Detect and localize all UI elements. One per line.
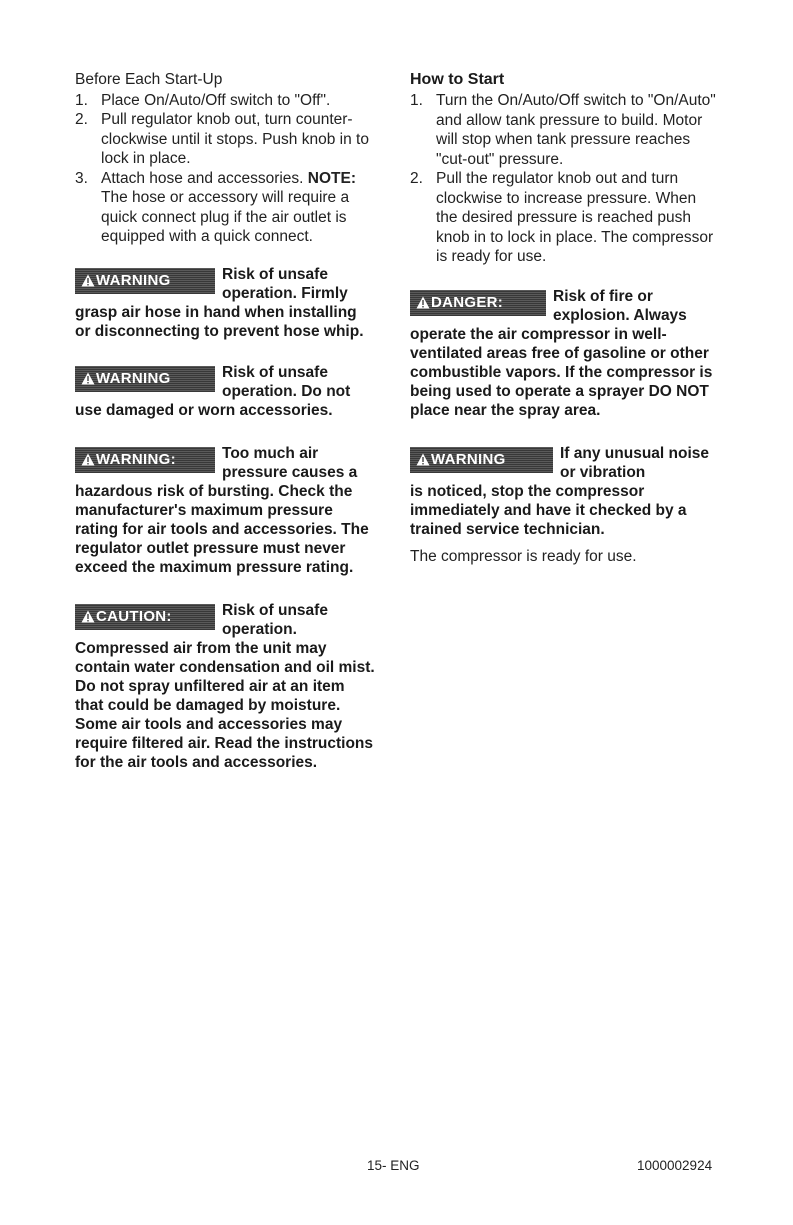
- warning-body-text: is noticed, stop the compressor immediately and have it checked by a trained service technician.: [410, 482, 687, 538]
- list-item: [75, 169, 375, 247]
- step-number: 2.: [75, 111, 88, 128]
- step-number: 1.: [75, 91, 88, 109]
- page-number: 15- ENG: [367, 1158, 420, 1173]
- warning-body-text: use damaged or worn accessories.: [75, 401, 333, 419]
- step-number: 2.: [410, 170, 423, 187]
- fire-explosion-danger: [410, 287, 720, 420]
- note-text: The hose or accessory will require a quick connect plug if the air outlet is equipped with a quick connect.: [101, 189, 350, 245]
- warning-head-text: If any unusual noise or vibration: [560, 444, 709, 481]
- air-pressure-warning: [75, 444, 375, 577]
- document-code: 1000002924: [637, 1158, 713, 1173]
- badge-label: CAUTION:: [96, 608, 172, 625]
- warning-badge: [410, 447, 553, 473]
- noise-vibration-warning: [410, 444, 720, 539]
- right-column: [410, 70, 720, 566]
- note-label: NOTE:: [307, 169, 357, 187]
- badge-label: WARNING: [96, 272, 171, 289]
- list-item: [410, 169, 720, 267]
- warning-body-text: operate the air compressor in well-ventilated areas free of gasoline or other combustible vapors. If the compressor is being used to operate a sprayer DO NOT place near the spray area.: [410, 325, 713, 419]
- badge-label: WARNING: [431, 451, 506, 468]
- warning-triangle-icon: [81, 372, 95, 385]
- list-item: [410, 91, 720, 169]
- danger-badge: [410, 290, 546, 316]
- list-item: [75, 91, 375, 111]
- step-text: Pull the regulator knob out and turn clockwise to increase pressure. When the desired pressure is reached push knob in to lock in place. The compressor is ready for use.: [436, 170, 714, 265]
- before-start-up-title: Before Each Start-Up: [75, 71, 223, 88]
- closing-text: The compressor is ready for use.: [410, 547, 637, 565]
- step-text: Place On/Auto/Off switch to "Off".: [101, 91, 331, 109]
- warning-triangle-icon: [81, 610, 95, 623]
- warning-head-text: Risk of unsafe operation. Do not: [222, 363, 351, 400]
- warning-badge: [75, 447, 215, 473]
- warning-head-text: Risk of unsafe operation. Firmly: [222, 265, 348, 302]
- left-column: [75, 70, 375, 772]
- warning-triangle-icon: [81, 274, 95, 287]
- damaged-accessories-warning: [75, 363, 375, 420]
- step-number: 1.: [410, 92, 423, 109]
- warning-triangle-icon: [416, 453, 430, 466]
- warning-head-text: Risk of unsafe operation.: [222, 601, 328, 638]
- warning-triangle-icon: [416, 296, 430, 309]
- warning-badge: [75, 366, 215, 392]
- warning-head-text: Risk of fire or explosion. Always: [553, 287, 687, 324]
- before-start-up-steps: [75, 91, 375, 247]
- how-to-start-title: How to Start: [410, 71, 505, 88]
- warning-badge: [75, 268, 215, 294]
- warning-body-text: hazardous risk of bursting. Check the manufacturer's maximum pressure rating for air tools and accessories. The regulator outlet pressure must never exceed the maximum pressure rating.: [75, 482, 369, 576]
- step-text: Attach hose and accessories.: [101, 169, 304, 187]
- caution-badge: [75, 604, 215, 630]
- list-item: [75, 110, 375, 169]
- unsafe-operation-caution: [75, 601, 375, 772]
- badge-label: WARNING:: [96, 451, 176, 468]
- how-to-start-steps: [410, 91, 720, 267]
- badge-label: WARNING: [96, 370, 171, 387]
- step-number: 3.: [75, 169, 88, 187]
- warning-head-text: Too much air pressure causes a: [222, 444, 358, 481]
- step-text: Pull regulator knob out, turn counter-clockwise until it stops. Push knob in to lock in place.: [101, 111, 369, 167]
- warning-triangle-icon: [81, 453, 95, 466]
- warning-body-text: grasp air hose in hand when installing or disconnecting to prevent hose whip.: [75, 303, 364, 340]
- step-text: Turn the On/Auto/Off switch to "On/Auto" and allow tank pressure to build. Motor will stop when tank pressure reaches "cut-out" pressure.: [436, 92, 716, 168]
- badge-label: DANGER:: [431, 294, 504, 311]
- warning-body-text: Compressed air from the unit may contain water condensation and oil mist. Do not spray unfiltered air at an item that could be damaged by moisture. Some air tools and accessories may require filtered air. Read the instructions for the air tools and accessories.: [75, 639, 375, 771]
- hose-whip-warning: [75, 265, 375, 341]
